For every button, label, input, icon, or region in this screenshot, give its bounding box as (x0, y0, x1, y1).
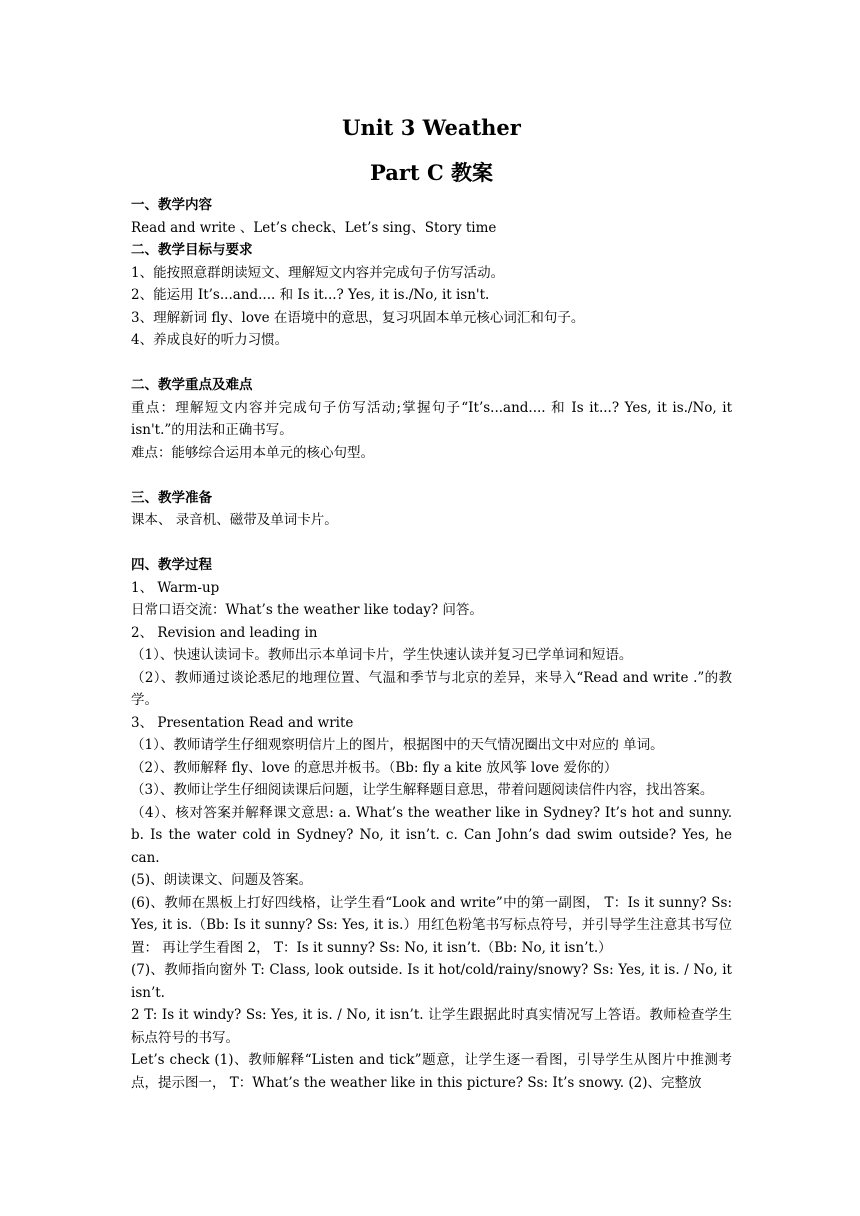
paragraph: Let’s check (1)、教师解释“Listen and tick”题意，让学生逐一看图，引导学生从图片中推测考 点，提示图一， T：What’s the weather like in this picture? Ss: It’s snowy. (2)、完整放 (131, 1052, 732, 1091)
document-title: Unit 3 Weather (342, 115, 521, 140)
paragraph: （4）、核对答案并解释课文意思: a. What’s the weather like in Sydney? It’s hot and sunny. b. Is the water cold in Sydney? No, it isn’t. c. Can John’s dad swim outside? Yes, he can. (131, 804, 732, 866)
section-heading: 三、教学准备 (131, 489, 212, 506)
spacer (131, 352, 732, 375)
paragraph: 1、 Warm-up (131, 579, 220, 596)
paragraph: 4、养成良好的听力习惯。 (131, 332, 289, 348)
paragraph: (6)、教师在黑板上打好四线格，让学生看“Look and write”中的第一副图， T：Is it sunny? Ss: Yes, it is.（Bb: Is it sunny? Ss: Yes, it is.）用红色粉笔书写标点符号，并引导学生注意其书写位置： 再让学生看图 2， T：Is it sunny? Ss: No, it isn’t.（Bb: No, it isn’t.） (131, 894, 732, 956)
paragraph: （1）、教师请学生仔细观察明信片上的图片，根据图中的天气情况圈出文中对应的 单词。 (131, 737, 664, 753)
paragraph: 重点：理解短文内容并完成句子仿写活动;掌握句子“It’s...and.... 和 Is it...? Yes, it is./No, it isn't.”的用法和正确书写。 (131, 399, 732, 438)
paragraph: 2 T: Is it windy? Ss: Yes, it is. / No, it isn’t. 让学生跟据此时真实情况写上答语。教师检查学生标点符号的书写。 (131, 1007, 732, 1046)
paragraph: （2）、教师通过谈论悉尼的地理位置、气温和季节与北京的差异，来导入“Read and write .”的教学。 (131, 669, 732, 708)
paragraph: 2、能运用 It’s...and.... 和 Is it...? Yes, it is./No, it isn't. (131, 287, 490, 303)
section-heading: 二、教学目标与要求 (131, 242, 253, 258)
spacer (131, 532, 732, 555)
paragraph: Read and write 、Let’s check、Let’s sing、Story time (131, 219, 497, 236)
paragraph: (5)、朗读课文、问题及答案。 (131, 872, 313, 888)
section-heading: 二、教学重点及难点 (131, 377, 253, 393)
paragraph: 1、能按照意群朗读短文、理解短文内容并完成句子仿写活动。 (131, 264, 505, 281)
paragraph: 课本、 录音机、磁带及单词卡片。 (131, 512, 338, 528)
section-heading: 一、教学内容 (131, 197, 212, 213)
paragraph: 3、理解新词 fly、love 在语境中的意思，复习巩固本单元核心词汇和句子。 (131, 309, 585, 326)
document-body (131, 194, 732, 1094)
paragraph: 2、 Revision and leading in (131, 624, 318, 641)
document-subtitle: Part C 教案 (370, 160, 493, 185)
paragraph: 难点：能够综合运用本单元的核心句型。 (131, 444, 374, 461)
section-heading: 四、教学过程 (131, 557, 212, 573)
paragraph: （2）、教师解释 fly、love 的意思并板书。（Bb: fly a kite 放风筝 love 爱你的） (131, 759, 618, 776)
spacer (131, 464, 732, 487)
paragraph: 3、 Presentation Read and write (131, 714, 354, 731)
paragraph: （3）、教师让学生仔细阅读课后问题，让学生解释题目意思，带着问题阅读信件内容，找出答案。 (131, 782, 714, 798)
document-page (131, 116, 732, 1094)
paragraph: (7)、教师指向窗外 T: Class, look outside. Is it hot/cold/rainy/snowy? Ss: Yes, it is. / No, it isn’t. (131, 962, 732, 1001)
paragraph: 日常口语交流：What’s the weather like today? 问答。 (131, 602, 483, 618)
paragraph: （1）、快速认读词卡。教师出示本单词卡片，学生快速认读并复习已学单词和短语。 (131, 647, 633, 663)
